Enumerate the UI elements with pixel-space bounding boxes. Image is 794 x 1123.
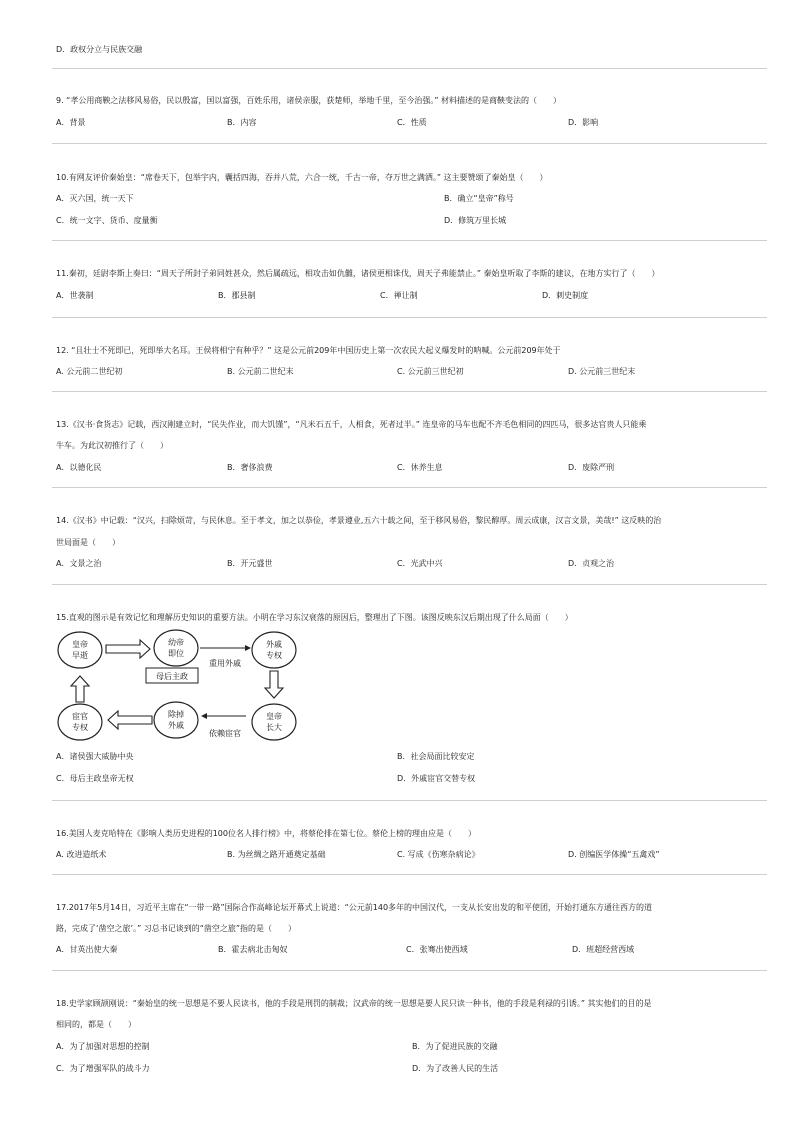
q9-option-d: D．影响: [568, 118, 599, 127]
q13-stem-line1: 13.《汉书·食货志》记载，西汉刚建立时，“民失作业，而大饥馑”，“凡米石五千，人相食，死者过半。” 连皇帝的马车也配不齐毛色相同的四匹马，很多达官贵人只能乘: [56, 420, 647, 429]
q18-option-b: B．为了促进民族的交融: [412, 1042, 498, 1051]
q18-option-d: D．为了改善人民的生活: [412, 1064, 499, 1073]
divider: [52, 391, 767, 392]
q15-option-a: A．诸侯强大威胁中央: [56, 752, 134, 761]
divider: [52, 487, 767, 488]
node-emperor-early-death: [58, 632, 102, 668]
q18-stem-line1: 18.史学家顾颉刚说：“秦始皇的统一思想是不要人民读书，他的手段是刑罚的制裁；汉武帝的统一思想是要人民只读一种书，他的手段是利禄的引诱。” 其实他们的目的是: [56, 999, 652, 1008]
divider: [52, 800, 767, 801]
q13-option-d: D．废除严刑: [568, 463, 615, 472]
q9-option-b: B．内容: [227, 118, 257, 127]
q15-option-c: C．母后主政皇帝无权: [56, 774, 134, 783]
q14-stem-line2: 世局面是（ ）: [56, 538, 120, 547]
q12-option-c: C. 公元前三世纪初: [397, 367, 464, 376]
node-waiqi-power-l2: 专权: [266, 651, 282, 660]
q11-option-d: D．刺史制度: [542, 291, 589, 300]
q9-option-a: A．背景: [56, 118, 86, 127]
q8-option-d: D．政权分立与民族交融: [56, 45, 143, 54]
q11-stem: 11.秦初，廷尉李斯上奏曰：“周天子所封子弟同姓甚众，然后属疏远，相攻击如仇雠，诸侯更相诛伐，周天子弗能禁止。” 秦始皇听取了李斯的建议，在地方实行了（ ）: [56, 269, 660, 278]
q10-option-b: B．确立“皇帝”称号: [444, 194, 514, 203]
node-emperor-early-death-l1: 皇帝: [72, 640, 88, 649]
node-waiqi-power: [252, 632, 296, 668]
q12-option-a: A. 公元前二世纪初: [56, 367, 123, 376]
q17-option-a: A．甘英出使大秦: [56, 945, 118, 954]
divider: [52, 317, 767, 318]
arrow-to-emperor-grown: [265, 671, 283, 698]
q11-option-c: C．禅让制: [380, 291, 418, 300]
q17-option-c: C．张骞出使西域: [406, 945, 468, 954]
node-emperor-grown: [252, 704, 296, 740]
q12-option-d: D. 公元前三世纪末: [568, 367, 636, 376]
q14-option-d: D．贞观之治: [568, 559, 615, 568]
node-remove-waiqi: [154, 702, 198, 738]
node-eunuch-power-l1: 宦官: [72, 712, 88, 721]
q16-option-a: A. 改进造纸术: [56, 850, 107, 859]
q10-stem: 10.有网友评价秦始皇：“席卷天下，包举宇内，囊括四海，吞并八荒，六合一统，千古一帝，夺万世之满洒。” 这主要赞颂了秦始皇（ ）: [56, 173, 548, 182]
divider: [52, 584, 767, 585]
q11-option-b: B．郡县制: [218, 291, 256, 300]
divider: [52, 68, 767, 69]
q16-option-d: D. 创编医学体操“五禽戏”: [568, 850, 660, 859]
q17-stem-line1: 17.2017年5月14日，习近平主席在“一带一路”国际合作高峰论坛开幕式上说道：“公元前140多年的中国汉代，一支从长安出发的和平使团，开始打通东方通往西方的道: [56, 903, 653, 912]
q10-option-c: C．统一文字、货币、度量衡: [56, 216, 158, 225]
q18-stem-line2: 相同的，都是（ ）: [56, 1020, 136, 1029]
q18-option-c: C．为了增强军队的战斗力: [56, 1064, 150, 1073]
q9-stem: 9. “孝公用商鞅之法移风易俗，民以殷富，国以富强，百姓乐用，诸侯亲服，获楚师，举地千里，至今治强。” 材料描述的是商鞅变法的（ ）: [56, 96, 562, 105]
node-emperor-grown-l1: 皇帝: [266, 712, 282, 721]
q14-option-c: C．光武中兴: [397, 559, 443, 568]
node-emperor-grown-l2: 长大: [266, 723, 282, 732]
q10-option-d: D．修筑万里长城: [444, 216, 507, 225]
q9-option-c: C．性质: [397, 118, 427, 127]
divider: [52, 240, 767, 241]
q14-stem-line1: 14.《汉书》中记载：“汉兴，扫除烦苛，与民休息。至于孝文，加之以恭俭，孝景遵业,五六十载之间，至于移风易俗，黎民醇厚。周云成康，汉言文景，美哉!” 这反映的治: [56, 516, 662, 525]
divider: [52, 970, 767, 971]
q16-option-c: C. 写成《伤寒杂病论》: [397, 850, 480, 859]
label-rely-eunuch: 依赖宦官: [209, 729, 241, 738]
q13-option-c: C．休养生息: [397, 463, 443, 472]
q12-option-b: B. 公元前二世纪末: [227, 367, 294, 376]
node-empress-regency-label: 母后主政: [156, 672, 188, 681]
q15-option-b: B．社会局面比较安定: [397, 752, 475, 761]
node-remove-waiqi-l2: 外戚: [168, 721, 184, 730]
q17-stem-line2: 路，完成了‘凿空之旅’。” 习总书记谈到的“凿空之旅”指的是（ ）: [56, 924, 297, 933]
east-han-decline-diagram: [52, 626, 312, 744]
q13-option-a: A．以德化民: [56, 463, 102, 472]
node-eunuch-power: [58, 704, 102, 740]
q17-option-b: B．霍去病北击匈奴: [218, 945, 288, 954]
divider: [52, 143, 767, 144]
node-remove-waiqi-l1: 除掉: [168, 710, 184, 719]
q15-option-d: D．外戚宦官交替专权: [397, 774, 476, 783]
arrow-to-young-emperor: [106, 640, 150, 658]
q13-stem-line2: 牛车。为此汉初推行了（ ）: [56, 441, 168, 450]
q13-option-b: B．奢侈浪费: [227, 463, 273, 472]
q11-option-a: A．世袭制: [56, 291, 94, 300]
node-eunuch-power-l2: 专权: [72, 723, 88, 732]
q16-option-b: B. 为丝绸之路开通奠定基础: [227, 850, 326, 859]
q17-option-d: D．班超经营西域: [572, 945, 635, 954]
q18-option-a: A．为了加强对思想的控制: [56, 1042, 150, 1051]
q14-option-b: B．开元盛世: [227, 559, 273, 568]
q16-stem: 16.美国人麦克哈特在《影响人类历史进程的100位名人排行榜》中，将蔡伦排在第七位。蔡伦上榜的理由应是（ ）: [56, 829, 476, 838]
node-young-emperor-l2: 即位: [168, 649, 184, 658]
node-young-emperor-l1: 幼帝: [168, 638, 184, 647]
arrow-to-eunuch-power: [108, 711, 152, 729]
arrow-to-emperor-early-death: [71, 676, 89, 702]
divider: [52, 874, 767, 875]
q14-option-a: A．文景之治: [56, 559, 102, 568]
q10-option-a: A．灭六国，统一天下: [56, 194, 134, 203]
label-rely-waiqi: 重用外戚: [209, 659, 241, 668]
node-emperor-early-death-l2: 早逝: [72, 651, 88, 660]
node-waiqi-power-l1: 外戚: [266, 640, 282, 649]
q12-stem: 12. “且壮士不死即已，死即举大名耳。王侯将相宁有种乎？” 这是公元前209年中国历史上第一次农民大起义爆发时的呐喊。公元前209年处于: [56, 346, 561, 355]
node-young-emperor: [154, 630, 198, 666]
q15-stem: 15.直观的图示是有效记忆和理解历史知识的重要方法。小明在学习东汉衰落的原因后，整理出了下图。该图反映东汉后期出现了什么局面（ ）: [56, 613, 573, 622]
